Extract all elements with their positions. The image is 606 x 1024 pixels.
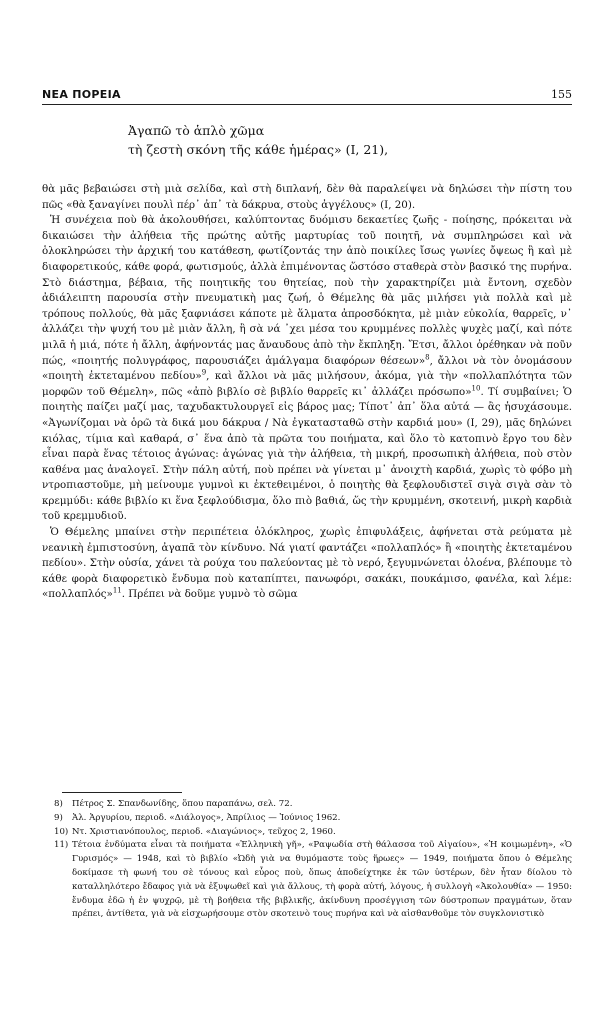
footnote-10 — [42, 826, 572, 840]
running-header — [42, 88, 572, 104]
footnote-text: Πέτρος Σ. Σπανδωνίδης, ὅπου παραπάνω, σελ. 72. — [72, 799, 293, 809]
footnote-8 — [42, 798, 572, 812]
footnote-ref-11: 11 — [112, 587, 122, 596]
footnote-9 — [42, 812, 572, 826]
paragraph-2 — [42, 213, 572, 525]
footnote-number: 8) — [54, 799, 63, 809]
paragraph-3 — [42, 525, 572, 603]
paragraph-3-part-b: . Πρέπει νὰ δοῦμε γυμνὸ τὸ σῶμα — [121, 588, 298, 601]
paragraph-3-part-a: Ὁ Θέμελης μπαίνει στὴν περιπέτεια ὁλόκληρος, χωρὶς ἐπιφυλάξεις, ἀφήνεται στὰ ρεύματα μὲ νεανικὴ ἐμπιστοσύνη, ἀγαπᾶ τὸν κίνδυνο. Νά γιατί φαντάζει «πολλαπλός» ἢ «ποιητὴς ἐκτεταμένου πεδίου». Στὴν οὐσία, χάνει τὰ ρούχα του παλεύοντας μὲ τὸ νερό, ξεγυμνώνεται ὁλοένα, βλέπουμε τὸ κάθε φορὰ διαφορετικὸ ἔνδυμα ποὺ καταπίπτει, πανωφόρι, σακάκι, πουκάμισο, φανέλα, καὶ λέμε: «πολλαπλός» — [42, 526, 572, 601]
journal-title: ΝΕΑ ΠΟΡΕΙΑ — [42, 88, 121, 101]
footnote-number: 9) — [54, 812, 63, 823]
epigraph-line-1: Ἀγαπῶ τὸ ἁπλὸ χῶμα — [128, 123, 265, 138]
footnote-ref-8: 8 — [425, 353, 430, 362]
paragraph-2-part-a: Ἡ συνέχεια ποὺ θὰ ἀκολουθήσει, καλύπτοντας δυόμισυ δεκαετίες ζωῆς - ποίησης, πρόκειται νὰ δικαιώσει τὴν ἀλήθεια τῆς πρώτης αὐτῆς μαρτυρίας τοῦ ποιητῆ, νὰ συμπληρώσει καὶ νὰ ὁλοκληρώσει τὴν ἀρχική του κατάθεση, φωτίζοντάς την ἀπὸ ποικίλες ἴσως γωνίες ὄψεως ἢ καὶ μὲ διαφορετικούς, κάθε φορά, φωτισμούς, ἀλλὰ ἐπιμένοντας ὥστόσο σταθερὰ στὸν βασικό της πυρήνα. Στὸ διάστημα, βέβαια, τῆς ποιητικῆς του θητείας, ποὺ τὴν χαρακτηρίζει μιὰ ἔντονη, σχεδὸν ἀδιάλειπτη παρουσία στὴν πνευματικὴ μας ζωή, ὁ Θέμελης θὰ μᾶς μιλήσει γιὰ πολλὰ καὶ μὲ τρόπους πολλούς, θὰ μᾶς ξαφνιάσει κάποτε μὲ ἅλματα ἀπροσδόκητα, μὲ μιὰν εὐκολία, θαρρεῖς, ν᾽ ἀλλάζει τὴν ψυχή του μὲ μιὰν ἄλλη, ἢ σὰ νά ᾽χει μέσα του κρυμμένες πολλὲς ψυχὲς μαζί, καὶ πότε μιλᾶ ἡ μιά, πότε ἡ ἄλλη, ἀφήνοντάς μας ἄναυδους ἀπὸ τὴν ἔκπληξη. Ἔτσι, ἄλλοι ὀρέθηκαν νὰ ποῦν πώς, «ποιητής πολυγράφος, παρουσιάζει ἀμάλγαμα διαφόρων θέσεων» — [42, 214, 572, 367]
footnotes — [42, 798, 572, 922]
footnote-text: Ἀλ. Ἀργυρίου, περιοδ. «Διάλογος», Ἀπρίλιος — Ἰούνιος 1962. — [72, 812, 341, 823]
epigraph-quote — [128, 121, 388, 159]
footnote-number: 10) — [54, 826, 69, 837]
footnote-11 — [42, 839, 572, 922]
footnote-number: 11) — [54, 840, 69, 851]
body-text — [42, 182, 572, 603]
footnote-text: Τέτοια ἐνδύματα εἶναι τὰ ποιήματα «Ἑλληνικὴ γῆ», «Ραψωδία στὴ θάλασσα τοῦ Αἰγαίου», «Ἡ κοιμωμένη», «Ὁ Γυρισμός» — 1948, καὶ τὸ βιβλίο «Ὠδὴ γιὰ να θυμόμαστε τοὺς ἥρωες» — 1949, ποιήματα ὅπου ὁ Θέμελης δοκίμασε τὴ φωνή του σὲ τόνους καὶ εὖρος ποὺ, ὅπως ἀποδείχτηκε ἐκ τῶν ὑστέρων, δὲν ἦταν δίολου τὸ καταλληλότερο ἔδαφος γιὰ νὰ ἐξυψωθεῖ καὶ γιὰ ἄλλους, τὴ φορὰ αὐτή, λόγους, ἡ συλλογὴ «Ἀκολουθία» — 1950: ἔνδυμα ἐδῶ ἡ ἐν ψυχρῷ, μὲ τὴ βοήθεια τῆς βιβλικῆς, ἀκίνδυνη προσέγγιση τῶν δύστροπων πραγμάτων, ὅταν πρέπει, ἀντίθετα, γιὰ νὰ εἰσχωρήσουμε στὸν σκοτεινὸ τους πυρήνα καὶ νὰ αἰσθανθοῦμε τὸν συγκλονιστικὸ — [72, 840, 572, 920]
footnote-ref-10: 10 — [471, 384, 481, 393]
paragraph-1: θὰ μᾶς βεβαιώσει στὴ μιὰ σελίδα, καὶ στὴ διπλανή, δὲν θὰ παραλείψει νὰ δηλώσει τὴν πίστη του πῶς «θὰ ξαναγίνει πουλὶ πέρ᾽ ἀπ᾽ τὰ δάκρυα, στοὺς ἀγγέλους» (I, 20). — [42, 183, 572, 211]
footnotes-rule — [62, 792, 182, 793]
paragraph-2-part-c: , καὶ ἄλλοι νὰ μᾶς μιλήσουν, ἀκόμα, γιὰ τὴν «πολλαπλότητα τῶν μορφῶν τοῦ Θέμελη», πῶς «ἀπὸ βιβλίο σὲ βιβλίο θαρρεῖς κι᾽ ἀλλάζει πρόσωπο» — [42, 370, 572, 398]
paragraph-2-part-b: , ἄλλοι νὰ τὸν ὀνομάσουν «ποιητὴ ἐκτεταμένου πεδίου» — [42, 354, 572, 383]
page-number: 155 — [551, 88, 572, 101]
header-rule — [42, 104, 572, 105]
footnote-ref-9: 9 — [201, 368, 207, 377]
footnote-text: Ντ. Χριστιανόπουλος, περιοδ. «Διαγώνιος», τεῦχος 2, 1960. — [72, 826, 336, 837]
paragraph-2-part-d: . Τί συμβαίνει; Ὁ ποιητὴς παίζει μαζί μας, ταχυδακτυλουργεῖ εἰς βάρος μας; Τίποτ᾽ ἀπ᾽ ὅλα αὐτά — ἂς ἡσυχάσουμε. «Ἀγωνίζομαι νὰ ὁρῶ τὰ δικά μου δάκρυα / Νὰ ἐγκατασταθῶ στὴν καρδιά μου» (I, 29), μᾶς δηλώνει κιόλας, τίμια καὶ καθαρά, σ᾽ ἕνα ἀπὸ τὰ πρῶτα του ποιήματα, καὶ ὅλο τὸ κατοπινὸ ἔργο του δὲν εἶναι παρὰ ἕνας τέτοιος ἀγώνας: ἀγώνας γιὰ τὴν ἀλήθεια, τὴ μικρή, προσωπικὴ ἀλήθεια, ποὺ στὸν καθένα μας ἀναλογεῖ. Στὴν πάλη αὐτή, ποὺ πρέπει νὰ γίνεται μ᾽ ἀνοιχτὴ καρδιά, χωρὶς τὸ φόβο μὴ ντροπιαστοῦμε, μὴ μείνουμε γυμνοὶ κι ἐκτεθειμένοι, ὁ ποιητὴς θὰ ξεφλουδιστεῖ σιγὰ σιγὰ σὰν τὸ κρεμμύδι: κάθε βιβλίο κι ἕνα ξεφλούδισμα, ὅλο πιὸ βαθιά, ὥς τὴν κρυμμένη, σκοτεινή, μικρὴ καρδιὰ τοῦ κρεμμυδιοῦ. — [42, 385, 572, 523]
epigraph-line-2: τὴ ζεστὴ σκόνη τῆς κάθε ἡμέρας» (I, 21), — [128, 142, 389, 157]
